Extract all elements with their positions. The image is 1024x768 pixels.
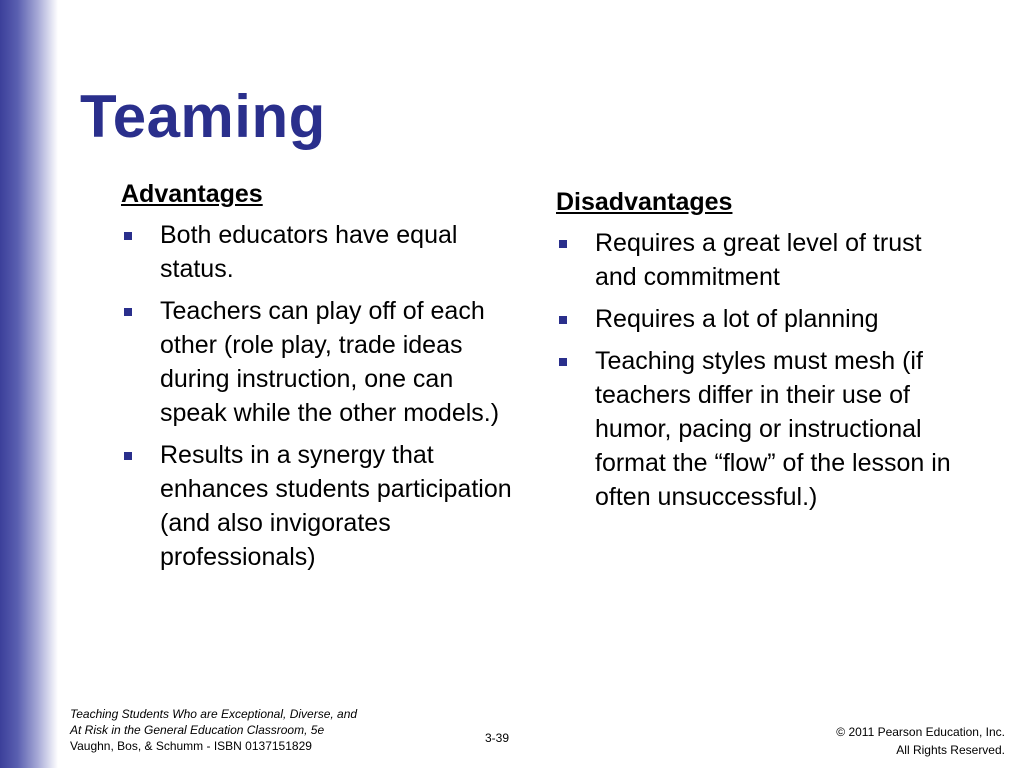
citation-authors: Vaughn, Bos, & Schumm - ISBN 0137151829 [70,739,312,753]
square-bullet-icon [559,316,567,324]
advantages-heading: Advantages [121,180,263,208]
list-item [121,438,521,574]
slide-title: Teaming [80,83,326,150]
disadvantages-list [556,226,966,514]
citation-title-line1: Teaching Students Who are Exceptional, Diverse, and [70,707,358,721]
list-item-text: Requires a lot of planning [595,305,879,333]
copyright-line1: © 2011 Pearson Education, Inc. [836,725,1005,739]
copyright-notice [836,723,1005,759]
list-item [556,344,966,514]
list-item [121,218,521,286]
square-bullet-icon [559,358,567,366]
disadvantages-column [556,186,966,522]
list-item [556,226,966,294]
list-item [556,302,966,336]
square-bullet-icon [124,232,132,240]
list-item [121,294,521,430]
square-bullet-icon [124,308,132,316]
square-bullet-icon [124,452,132,460]
square-bullet-icon [559,240,567,248]
advantages-list [121,218,521,574]
list-item-text: Results in a synergy that enhances students participation (and also invigorates professionals) [160,441,512,571]
list-item-text: Requires a great level of trust and commitment [595,229,922,291]
slide-number: 3-39 [485,731,510,745]
list-item-text: Teachers can play off of each other (role play, trade ideas during instruction, one can speak while the other models.) [160,297,500,427]
footer-citation [70,706,400,754]
side-decorative-band [0,0,58,768]
list-item-text: Both educators have equal status. [160,221,458,283]
disadvantages-heading: Disadvantages [556,188,733,216]
advantages-column [121,178,521,582]
copyright-line2: All Rights Reserved. [896,743,1005,757]
list-item-text: Teaching styles must mesh (if teachers differ in their use of humor, pacing or instructional format the “flow” of the lesson in often unsuccessful.) [595,347,951,511]
citation-title-line2: At Risk in the General Education Classroom, 5e [70,723,325,737]
